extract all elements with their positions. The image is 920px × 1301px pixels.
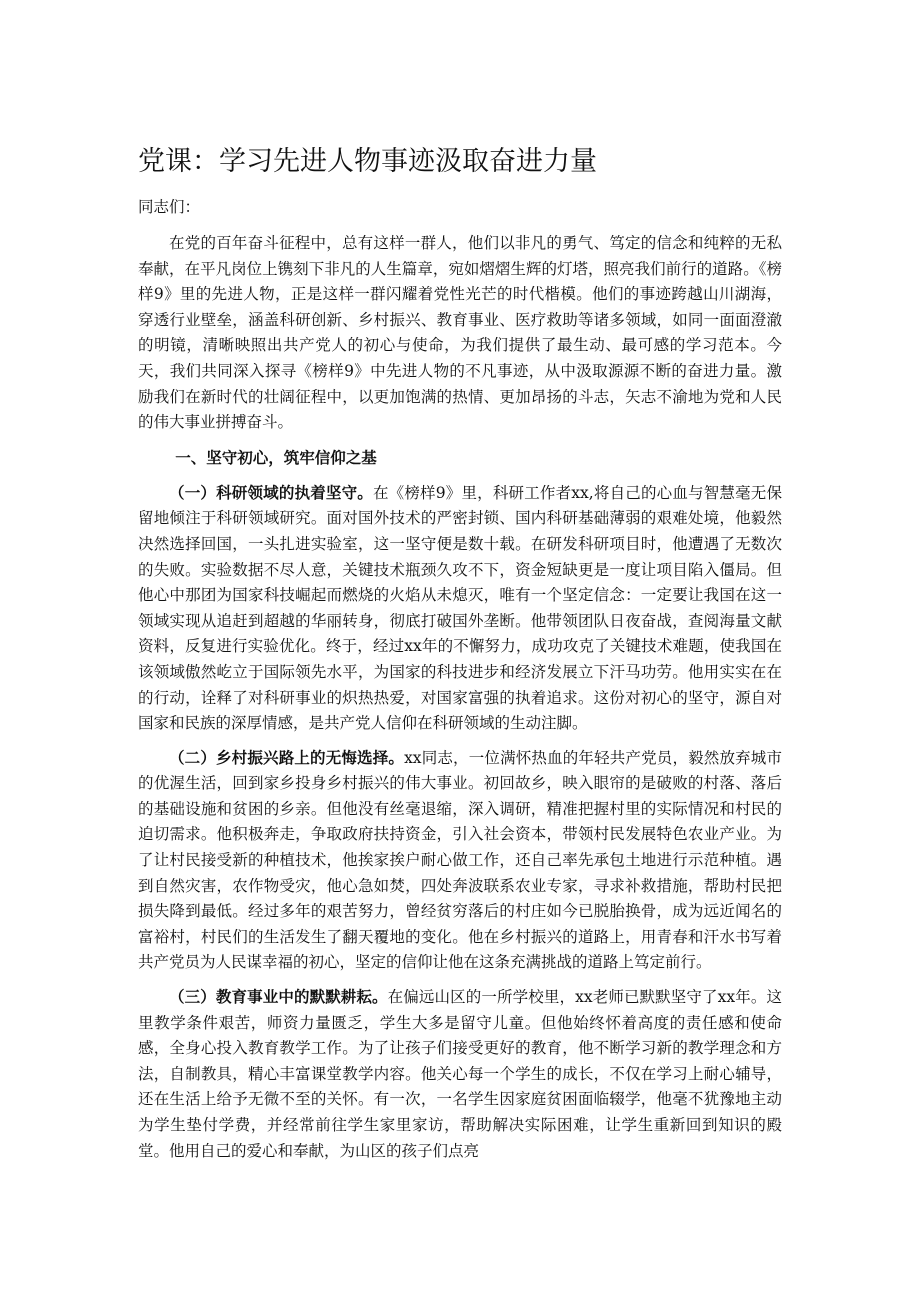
paragraph-lead: （三）教育事业中的默默耕耘。: [169, 988, 388, 1007]
paragraph-rural: [138, 746, 782, 976]
document-title: 党课：学习先进人物事迹汲取奋进力量: [138, 146, 597, 177]
paragraph-body: 在偏远山区的一所学校里，xx老师已默默坚守了xx年。这里教学条件艰苦，师资力量匮乏，学生大多是留守儿童。但他始终怀着高度的责任感和使命感，全身心投入教育教学工作。为了让孩子们接受更好的教育，他不断学习新的教学理念和方法，自制教具，精心丰富课堂教学内容。他关心每一个学生的成长，不仅在学习上耐心辅导，还在生活上给予无微不至的关怀。有一次，一名学生因家庭贫困面临辍学，他毫不犹豫地主动为学生垫付学费，并经常前往学生家里家访，帮助解决实际困难，让学生重新回到知识的殿堂。他用自己的爱心和奉献，为山区的孩子们点亮: [138, 988, 782, 1160]
paragraph-research: [138, 481, 782, 737]
salutation: 同志们：: [138, 198, 201, 216]
section-heading-1: 一、坚守初心，筑牢信仰之基: [175, 448, 377, 467]
paragraph-body: 在《榜样9》里，科研工作者xx,将自己的心血与智慧毫无保留地倾注于科研领域研究。面对国外技术的严密封锁、国内科研基础薄弱的艰难处境，他毅然决然选择回国，一头扎进实验室，这一坚守便是数十载。在研发科研项目时，他遭遇了无数次的失败。实验数据不尽人意，关键技术瓶颈久攻不下，资金短缺更是一度让项目陷入僵局。但他心中那团为国家科技崛起而燃烧的火焰从未熄灭，唯有一个坚定信念：一定要让我国在这一领域实现从追赶到超越的华丽转身，彻底打破国外垄断。他带领团队日夜奋战，查阅海量文献资料，反复进行实验优化。终于，经过xx年的不懈努力，成功攻克了关键技术难题，使我国在该领域傲然屹立于国际领先水平，为国家的科技进步和经济发展立下汗马功劳。他用实实在在的行动，诠释了对科研事业的炽热热爱，对国家富强的执着追求。这份对初心的坚守，源自对国家和民族的深厚情感，是共产党人信仰在科研领域的生动注脚。: [138, 483, 782, 733]
intro-paragraph: 在党的百年奋斗征程中，总有这样一群人，他们以非凡的勇气、笃定的信念和纯粹的无私奉献，在平凡岗位上镌刻下非凡的人生篇章，宛如熠熠生辉的灯塔，照亮我们前行的道路。《榜样9》里的先进人物，正是这样一群闪耀着党性光芒的时代楷模。他们的事迹跨越山川湖海，穿透行业壁垒，涵盖科研创新、乡村振兴、教育事业、医疗救助等诸多领域，如同一面面澄澈的明镜，清晰映照出共产党人的初心与使命，为我们提供了最生动、最可感的学习范本。今天，我们共同深入探寻《榜样9》中先进人物的不凡事迹，从中汲取源源不断的奋进力量。激励我们在新时代的壮阔征程中，以更加饱满的热情、更加昂扬的斗志，矢志不渝地为党和人民的伟大事业拼搏奋斗。: [138, 234, 782, 432]
paragraph-education: [138, 985, 782, 1164]
paragraph-lead: （二）乡村振兴路上的无悔选择。: [169, 748, 405, 767]
paragraph-body: xx同志，一位满怀热血的年轻共产党员，毅然放弃城市的优渥生活，回到家乡投身乡村振兴的伟大事业。初回故乡，映入眼帘的是破败的村落、落后的基础设施和贫困的乡亲。但他没有丝毫退缩，深入调研，精准把握村里的实际情况和村民的迫切需求。他积极奔走，争取政府扶持资金，引入社会资本，带领村民发展特色农业产业。为了让村民接受新的种植技术，他挨家挨户耐心做工作，还自己率先承包土地进行示范种植。遇到自然灾害，农作物受灾，他心急如焚，四处奔波联系农业专家，寻求补救措施，帮助村民把损失降到最低。经过多年的艰苦努力，曾经贫穷落后的村庄如今已脱胎换骨，成为远近闻名的富裕村，村民们的生活发生了翻天覆地的变化。他在乡村振兴的道路上，用青春和汗水书写着共产党员为人民谋幸福的初心，坚定的信仰让他在这条充满挑战的道路上笃定前行。: [138, 748, 782, 972]
document-page: [138, 140, 782, 1173]
paragraph-lead: （一）科研领域的执着坚守。: [169, 483, 373, 502]
